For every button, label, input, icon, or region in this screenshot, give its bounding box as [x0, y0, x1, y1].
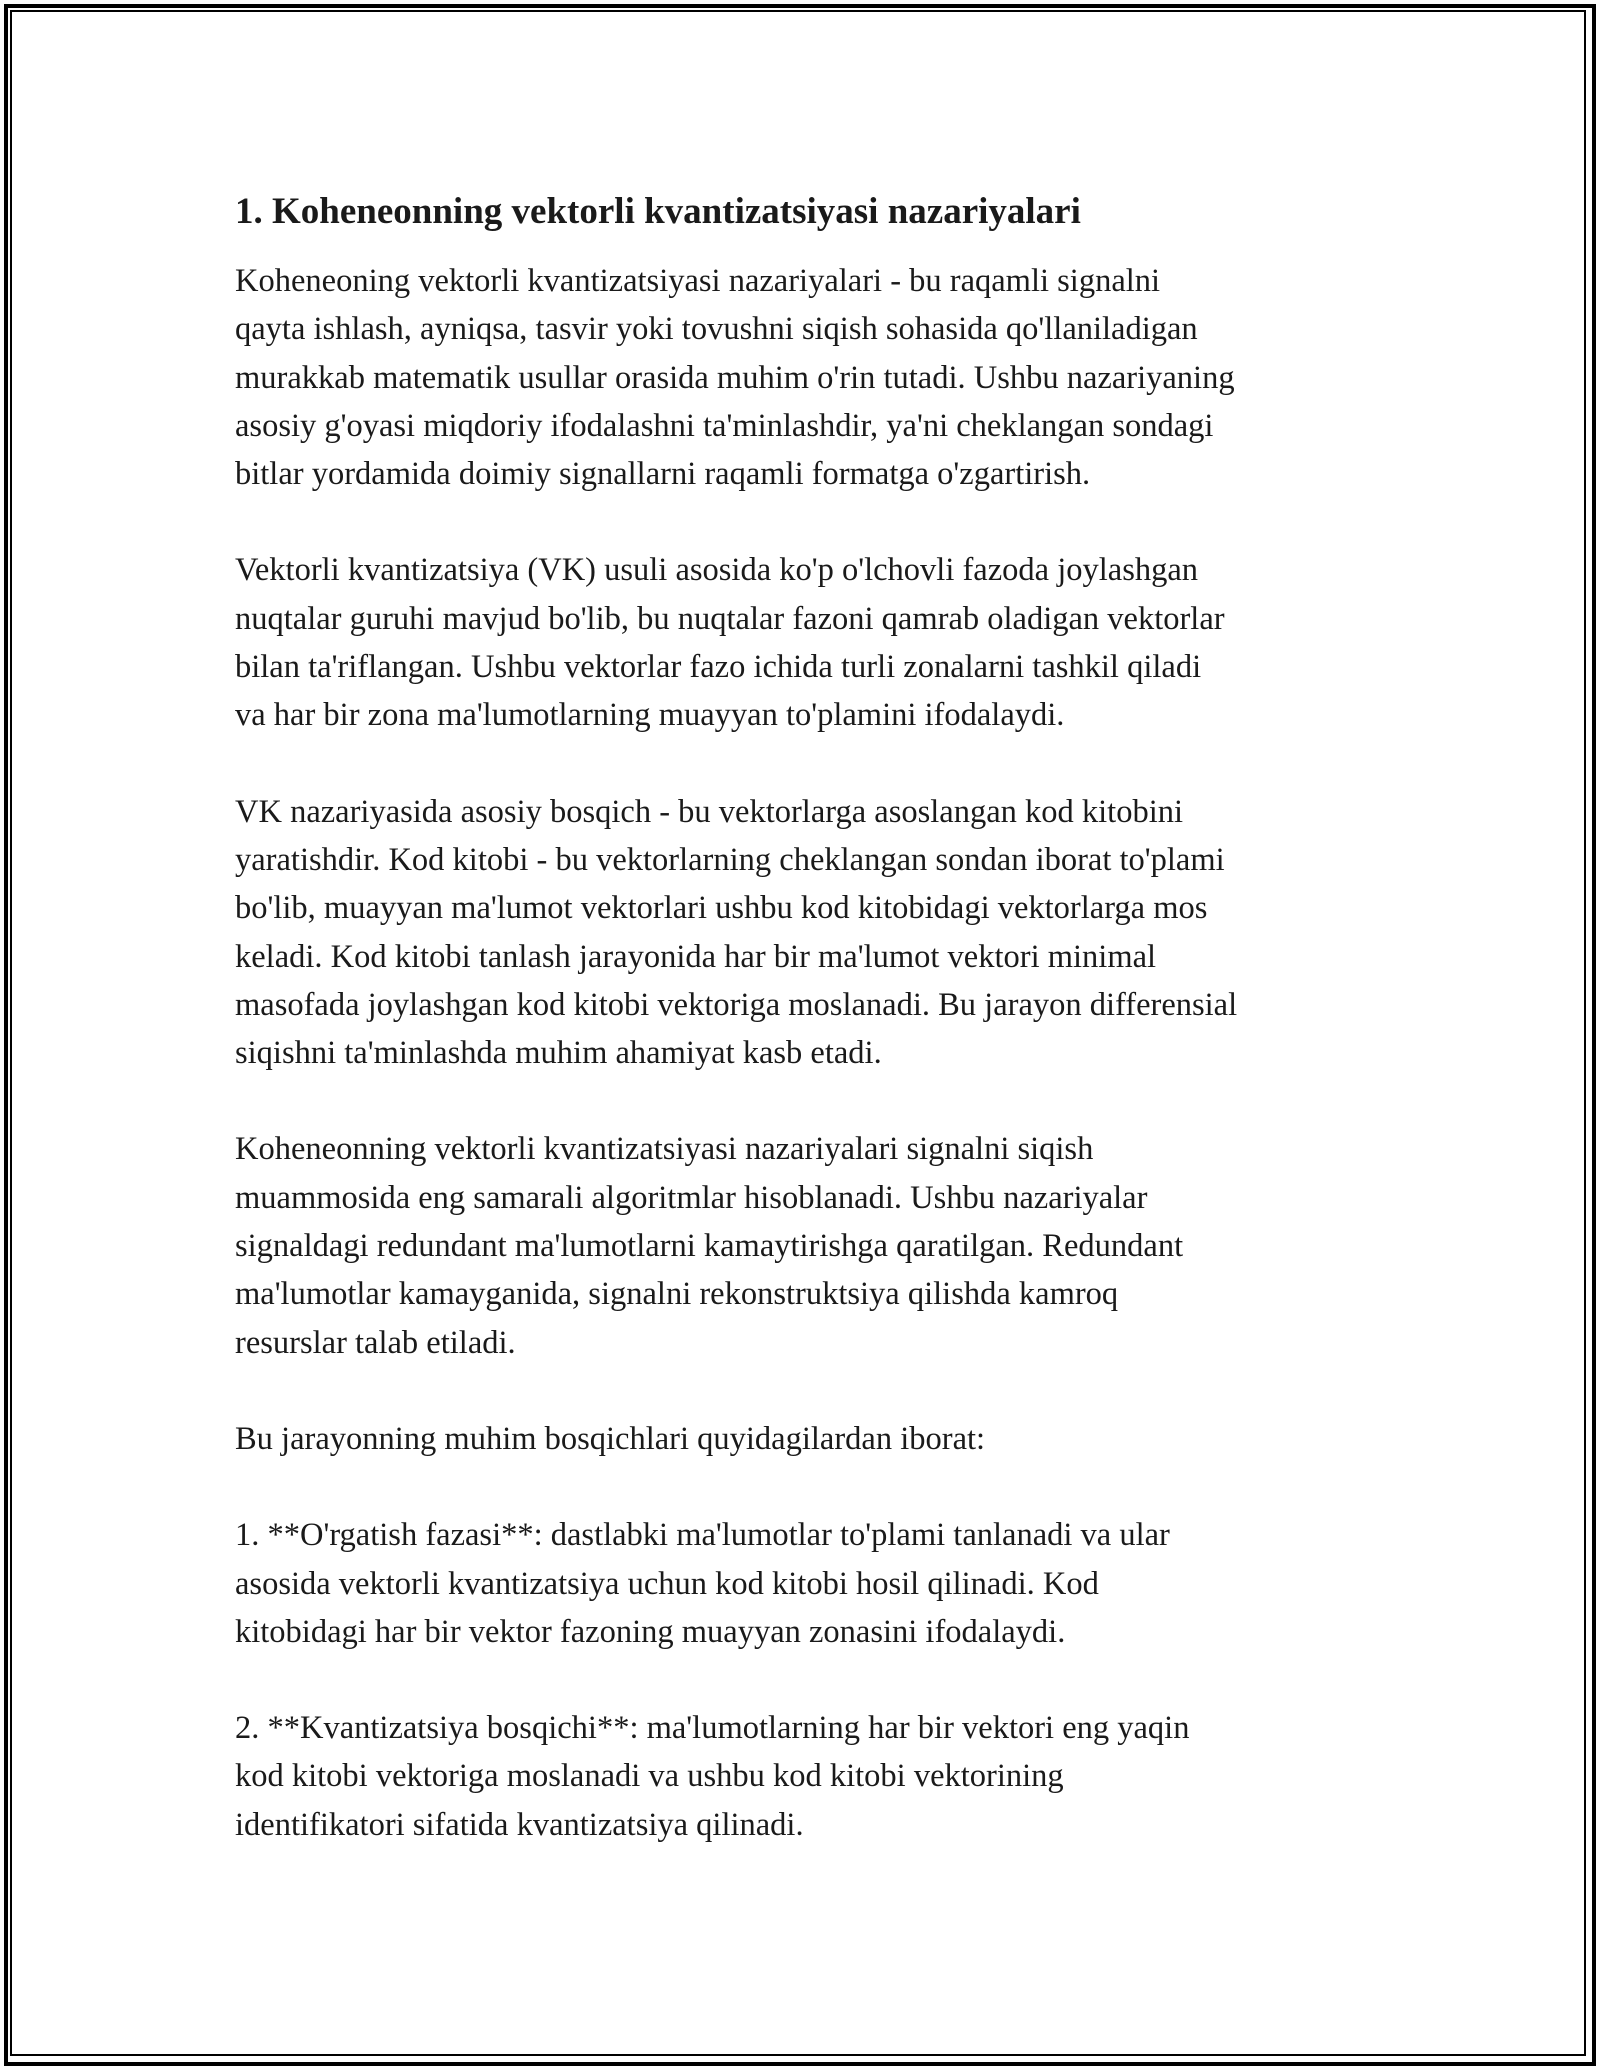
document-body — [235, 187, 1375, 1897]
list-item-training-phase: 1. **O'rgatish fazasi**: dastlabki ma'lumotlar to'plami tanlanadi va ular asosida vektorli kvantizatsiya uchun kod kitobi hosil qilinadi. Kod kitobidagi har bir vektor fazoning muayyan zonasini ifodalaydi. — [235, 1517, 1170, 1650]
paragraph-codebook: VK nazariyasida asosiy bosqich - bu vektorlarga asoslangan kod kitobini yaratishdir. Kod kitobi - bu vektorlarning cheklangan sondan iborat to'plami bo'lib, muayyan ma'lumot vektorlari ushbu kod kitobidagi vektorlarga mos keladi. Kod kitobi tanlash jarayonida har bir ma'lumot vektori minimal masofada joylashgan kod kitobi vektoriga moslanadi. Bu jarayon differensial siqishni ta'minlashda muhim ahamiyat kasb etadi. — [235, 793, 1238, 1072]
paragraph-vk-method: Vektorli kvantizatsiya (VK) usuli asosida ko'p o'lchovli fazoda joylashgan nuqtalar guruhi mavjud bo'lib, bu nuqtalar fazoni qamrab oladigan vektorlar bilan ta'riflangan. Ushbu vektorlar fazo ichida turli zonalarni tashkil qiladi va har bir zona ma'lumotlarning muayyan to'plamini ifodalaydi. — [235, 552, 1225, 734]
list-item-quantization-stage: 2. **Kvantizatsiya bosqichi**: ma'lumotlarning har bir vektori eng yaqin kod kitobi vektoriga moslanadi va ushbu kod kitobi vektorining identifikatori sifatida kvantizatsiya qilinadi. — [235, 1710, 1190, 1843]
paragraph-stages-intro: Bu jarayonning muhim bosqichlari quyidagilardan iborat: — [235, 1420, 986, 1457]
section-heading: 1. Koheneonning vektorli kvantizatsiyasi nazariyalari — [235, 191, 1081, 232]
paragraph-compression: Koheneonning vektorli kvantizatsiyasi nazariyalari signalni siqish muammosida eng samarali algoritmlar hisoblanadi. Ushbu nazariyalar signaldagi redundant ma'lumotlarni kamaytirishga qaratilgan. Redundant ma'lumotlar kamayganida, signalni rekonstruktsiya qilishda kamroq resurslar talab etiladi. — [235, 1131, 1184, 1361]
paragraph-intro: Koheneoning vektorli kvantizatsiyasi nazariyalari - bu raqamli signalni qayta ishlash, ayniqsa, tasvir yoki tovushni siqish sohasida qo'llaniladigan murakkab matematik usullar orasida muhim o'rin tutadi. Ushbu nazariyaning asosiy g'oyasi miqdoriy ifodalashni ta'minlashdir, ya'ni cheklangan sondagi bitlar yordamida doimiy signallarni raqamli formatga o'zgartirish. — [235, 263, 1235, 493]
